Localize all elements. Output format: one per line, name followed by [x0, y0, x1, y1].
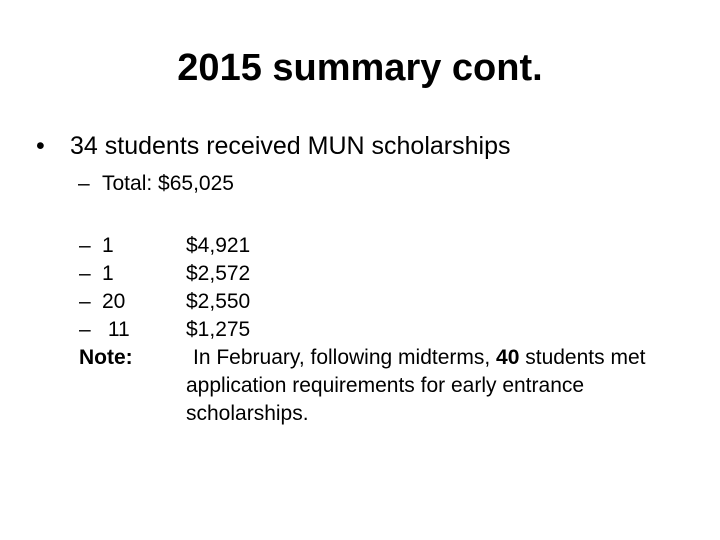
dash-icon: – — [79, 318, 91, 341]
total-subbullet — [78, 170, 234, 198]
breakdown-count: 11 — [102, 318, 130, 341]
note-label-item — [79, 344, 133, 372]
main-bullet — [36, 130, 510, 162]
dash-icon: – — [79, 234, 91, 257]
breakdown-amounts — [186, 232, 686, 428]
breakdown-amount: $4,921 — [186, 234, 251, 257]
slide-title: 2015 summary cont. — [177, 47, 543, 89]
note-label: Note: — [79, 346, 133, 369]
breakdown-count-item — [79, 232, 133, 260]
note-text — [186, 344, 676, 428]
bullet-icon: • — [36, 132, 45, 160]
main-bullet-text: 34 students received MUN scholarships — [70, 132, 511, 160]
breakdown-amount: $1,275 — [186, 318, 251, 341]
breakdown-amount: $2,550 — [186, 290, 251, 313]
breakdown-count: 1 — [102, 234, 114, 257]
total-text: Total: $65,025 — [102, 172, 234, 195]
breakdown-count-item — [79, 260, 133, 288]
note-highlight-number: 40 — [496, 346, 520, 369]
dash-icon: – — [79, 262, 91, 285]
breakdown-count: 1 — [102, 262, 114, 285]
breakdown-count: 20 — [102, 290, 126, 313]
note-text-before: In February, following midterms, — [193, 346, 497, 369]
breakdown-counts — [79, 232, 133, 372]
dash-icon: – — [79, 290, 91, 313]
breakdown-amount: $2,572 — [186, 262, 251, 285]
breakdown-count-item — [79, 316, 133, 344]
dash-icon: – — [78, 172, 90, 195]
note-text-after: students met application requirements for early entrance scholarships. — [186, 346, 646, 425]
breakdown-count-item — [79, 288, 133, 316]
